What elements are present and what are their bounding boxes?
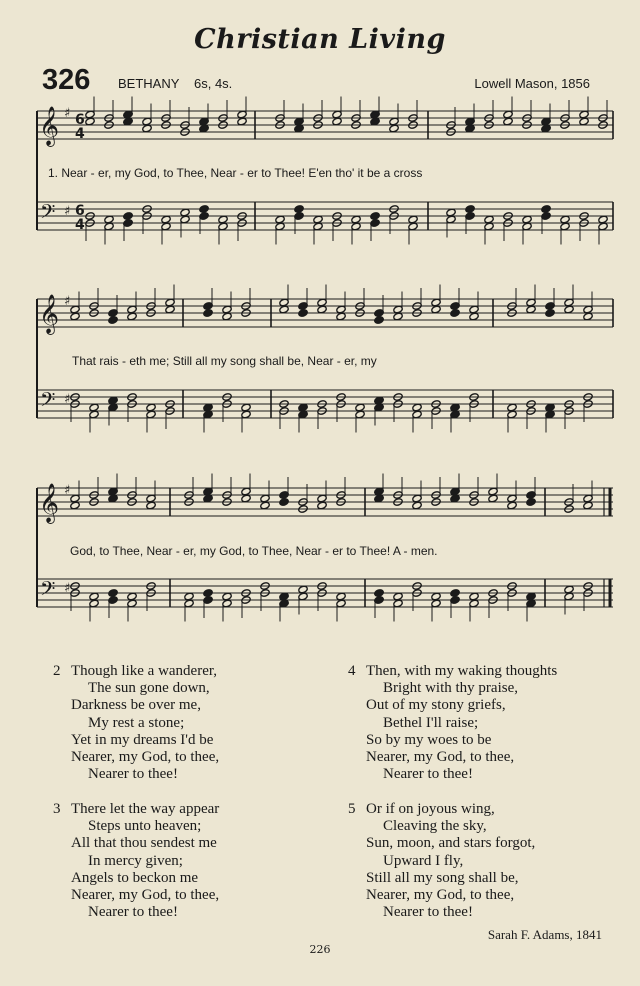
sharp-icon: ♯ bbox=[64, 204, 71, 219]
verse-line: Or if on joyous wing, bbox=[366, 801, 495, 817]
treble-clef-icon: 𝄞 bbox=[39, 294, 60, 334]
note-head bbox=[203, 589, 213, 598]
verse-number: 5 bbox=[348, 801, 356, 817]
note-head bbox=[108, 589, 118, 598]
verse-number: 4 bbox=[348, 663, 356, 679]
verse-line: All that thou sendest me bbox=[71, 835, 217, 852]
verse-line: Upward I fly, bbox=[383, 852, 464, 869]
note-head bbox=[123, 212, 133, 221]
page-number: 226 bbox=[309, 943, 331, 956]
verse-line: Still all my song shall be, bbox=[366, 869, 519, 886]
sharp-icon: ♯ bbox=[64, 581, 71, 596]
verse-line: My rest a stone; bbox=[88, 714, 185, 731]
verse-line: Cleaving the sky, bbox=[383, 818, 487, 835]
verse-line: There let the way appear bbox=[71, 801, 220, 817]
verse-line: So by my woes to be bbox=[366, 731, 492, 748]
note-head bbox=[545, 309, 555, 318]
bass-clef-icon: 𝄢 bbox=[40, 388, 56, 416]
note-head bbox=[450, 309, 460, 318]
verse-line: Steps unto heaven; bbox=[88, 818, 202, 835]
sharp-icon: ♯ bbox=[64, 294, 71, 309]
verse-line: Nearer, my God, to thee, bbox=[71, 749, 220, 766]
note-head bbox=[108, 316, 118, 325]
verse-line: Then, with my waking thoughts bbox=[366, 663, 558, 679]
verse-line: Nearer, my God, to thee, bbox=[366, 749, 515, 766]
verse-line: Though like a wanderer, bbox=[71, 663, 218, 679]
time-signature-digit: 4 bbox=[75, 126, 85, 142]
verse-5 bbox=[348, 801, 535, 921]
composer-credit: Lowell Mason, 1856 bbox=[474, 76, 590, 91]
sharp-icon: ♯ bbox=[64, 106, 71, 121]
tune-meter: 6s, 4s. bbox=[194, 76, 233, 91]
verse-line: Yet in my dreams I'd be bbox=[71, 731, 214, 748]
bass-clef-icon: 𝄢 bbox=[40, 577, 56, 605]
lyric-line-2: That rais - eth me; Still all my song shall be, Near - er, my bbox=[72, 354, 377, 368]
note-head bbox=[294, 205, 304, 214]
treble-clef-icon: 𝄞 bbox=[39, 483, 60, 523]
bass-clef-icon: 𝄢 bbox=[40, 200, 56, 228]
verse-line: The sun gone down, bbox=[88, 680, 210, 697]
note-head bbox=[199, 205, 209, 214]
tune-name: BETHANY bbox=[118, 76, 180, 91]
verse-line: Bethel I'll raise; bbox=[383, 714, 479, 731]
verse-2 bbox=[53, 663, 219, 783]
note-head bbox=[450, 589, 460, 598]
note-head bbox=[279, 498, 289, 507]
lyric-line-3: God, to Thee, Near - er, my God, to Thee, Near - er to Thee! A - men. bbox=[70, 544, 438, 558]
note-head bbox=[298, 309, 308, 318]
verse-line: Nearer to thee! bbox=[88, 766, 178, 783]
section-title: Christian Living bbox=[194, 24, 446, 55]
verse-line: Darkness be over me, bbox=[71, 697, 201, 714]
verse-4 bbox=[348, 663, 557, 783]
verse-line: Nearer to thee! bbox=[88, 904, 178, 921]
time-signature-digit: 6 bbox=[75, 203, 85, 219]
time-signature-digit: 4 bbox=[75, 217, 85, 233]
verse-line: Nearer, my God, to thee, bbox=[366, 887, 515, 904]
note-head bbox=[374, 589, 384, 598]
verse-line: Bright with thy praise, bbox=[383, 680, 518, 697]
verse-line: Sun, moon, and stars forgot, bbox=[366, 835, 536, 852]
verse-number: 3 bbox=[53, 801, 61, 817]
sharp-icon: ♯ bbox=[64, 392, 71, 407]
time-signature-digit: 6 bbox=[75, 112, 85, 128]
verse-line: Nearer to thee! bbox=[383, 766, 473, 783]
sharp-icon: ♯ bbox=[64, 483, 71, 498]
note-head bbox=[541, 205, 551, 214]
note-head bbox=[526, 498, 536, 507]
verse-3 bbox=[53, 801, 219, 921]
note-head bbox=[203, 309, 213, 318]
verse-line: Nearer, my God, to thee, bbox=[71, 887, 220, 904]
note-head bbox=[370, 212, 380, 221]
note-head bbox=[465, 205, 475, 214]
lyricist-credit: Sarah F. Adams, 1841 bbox=[487, 927, 602, 942]
hymn-number: 326 bbox=[42, 64, 91, 96]
verse-line: Out of my stony griefs, bbox=[366, 697, 506, 714]
verse-line: Angels to beckon me bbox=[71, 869, 199, 886]
lyric-line-1: 1. Near - er, my God, to Thee, Near - er to Thee! E'en tho' it be a cross bbox=[48, 166, 423, 180]
verse-line: In mercy given; bbox=[88, 852, 183, 869]
note-head bbox=[374, 316, 384, 325]
treble-clef-icon: 𝄞 bbox=[39, 106, 60, 146]
verse-number: 2 bbox=[53, 663, 61, 679]
verse-line: Nearer to thee! bbox=[383, 904, 473, 921]
